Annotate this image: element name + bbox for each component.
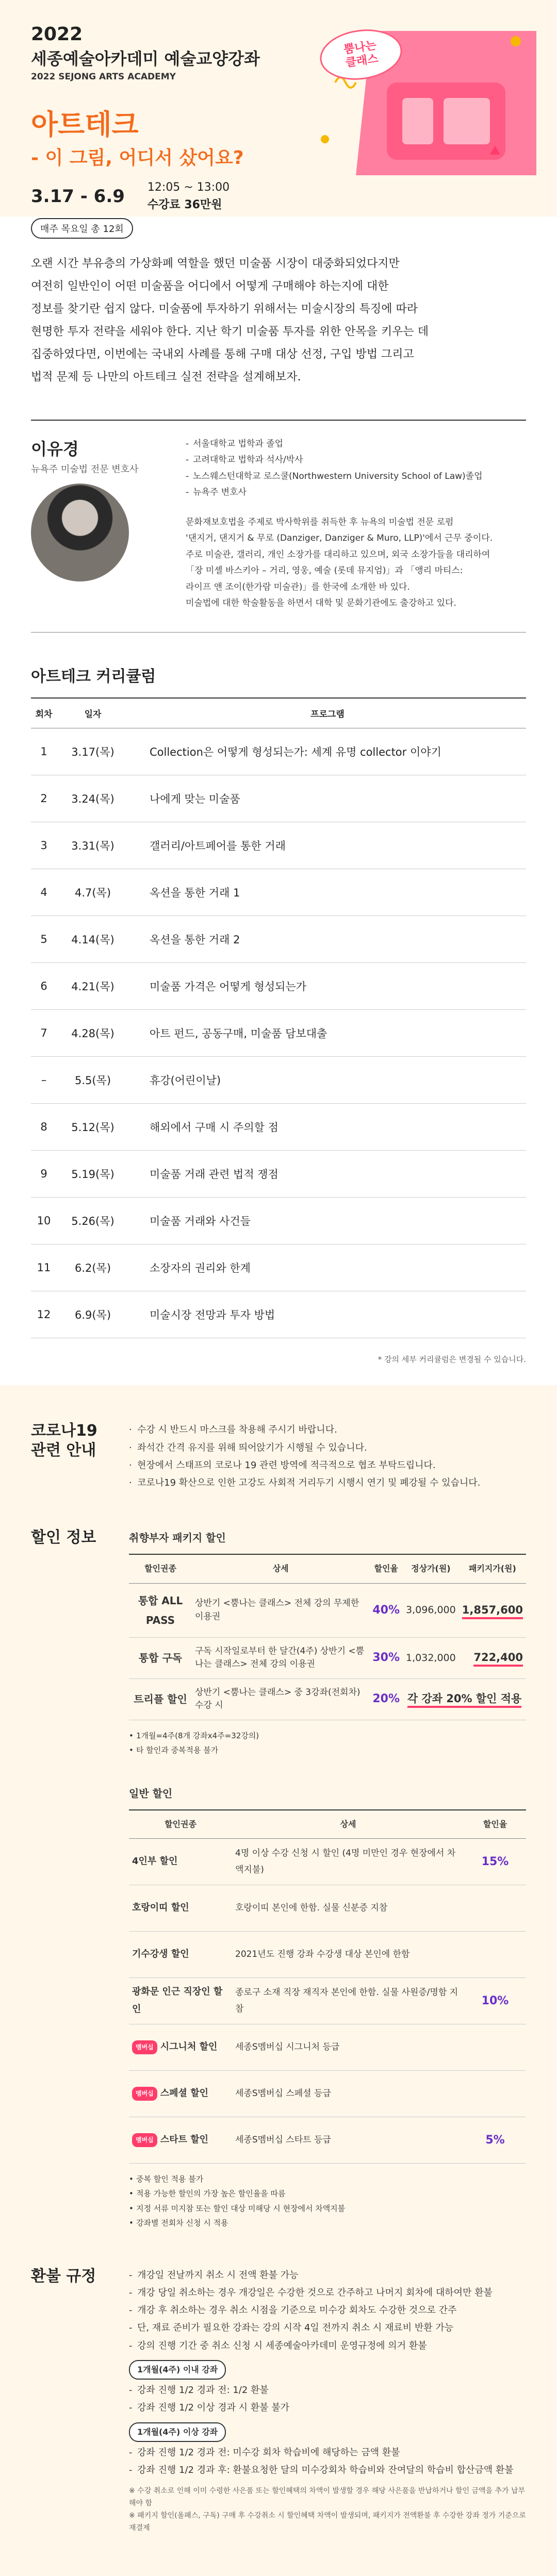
session-number: 12 — [31, 1291, 57, 1338]
table-row — [129, 2117, 526, 2163]
discount-detail: 호랑이띠 본인에 한함. 실물 신분증 지참 — [232, 1885, 464, 1931]
session-program: 미술품 거래와 사건들 — [129, 1198, 526, 1244]
session-program: 나에게 맞는 미술품 — [129, 775, 526, 822]
session-date: 5.19(목) — [57, 1151, 129, 1198]
package-rate: 40% — [369, 1583, 403, 1637]
table-row — [31, 1057, 526, 1104]
session-number: 7 — [31, 1010, 57, 1057]
session-number: 8 — [31, 1104, 57, 1151]
discount-rate: 15% — [464, 1838, 526, 1885]
general-notes: • 중복 할인 적용 불가 • 적용 가능한 할인의 가장 높은 할인율을 따름 • 지정 서류 미지참 또는 할인 대상 미해당 시 현장에서 차액지불 • 강좌별 전회차 신청 시 적용 — [129, 2172, 526, 2231]
session-program: 미술품 거래 관련 법적 쟁점 — [129, 1151, 526, 1198]
package-detail: 상반기 <뿜나는 클래스> 전체 강의 무제한 이용권 — [192, 1583, 369, 1637]
package-detail: 상반기 <뿜나는 클래스> 중 3강좌(전회차) 수강 시 — [192, 1678, 369, 1720]
table-row — [31, 822, 526, 869]
session-date: 4.7(목) — [57, 869, 129, 916]
session-number: 2 — [31, 775, 57, 822]
curriculum-note: * 강의 세부 커리큘럼은 변경될 수 있습니다. — [378, 1355, 526, 1365]
membership-badge: 멤버십 — [132, 2087, 157, 2101]
discount-info: 할인 정보 취향부자 패키지 할인 할인권종 상세 할인율 정상가(원) 패키지가(원) 통합 ALL PASS 상반기 <뿜나는 클래스> 전체 강의 무제한 이용권 40% 3,096,000 1,857,600 통합 구독 구독 시작일로부터 한 달간(4주) 상반기 <뿜나는 클래스> 전체 강의 이용권 30% 1,032,000 722,400 트리플 할인 상반기 <뿜나는 클래스> 중 3강좌(전회차) 수강 시 20% 각 강좌 20% 할인 적용 • 1개월=4주(8개 강좌x4주=32강의) • 타 할인과 중복적용 불가 일반 할인 할인권종 상세 할인율 4인부 할인 4명 이상 수강 신청 시 할인 (4명 미만인 경우 현장에서 차액지불) 15% 호랑이띠 할인 호랑이띠 본인에 한함. 실물 신분증 지참 기수강생 할인 2021년도 진행 강좌 수강생 대상 본인에 한함 광화문 인근 직장인 할인 종로구 소재 직장 재직자 본인에 한함. 실물 사원증/명함 지참 10% 멤버십 시그니처 할인 세종S멤버십 시그니처 등급 멤버십 스페셜 할인 세종S멤버십 스페셜 등급 멤버십 스타트 할인 세종S멤버십 스타트 등급 5% • 중복 할인 적용 불가 • 적용 가능한 할인의 가장 높은 할인율을 따름 • 지정 서류 미지참 또는 할인 대상 미해당 시 현장에서 차액지불 • 강좌별 전회차 신청 시 적용 — [31, 1528, 526, 2231]
discount-type: 기수강생 할인 — [129, 1931, 232, 1977]
table-row — [129, 1678, 526, 1720]
session-number: 10 — [31, 1198, 57, 1244]
discount-detail: 세종S멤버십 시그니처 등급 — [232, 2024, 464, 2070]
session-number: 9 — [31, 1151, 57, 1198]
lecturer-career: - 서울대학교 법학과 졸업 - 고려대학교 법학과 석사/박사 - 노스웨스턴대학교 로스쿨(Northwestern University School of Law)졸업 - 뉴욕주 변호사 — [186, 436, 526, 501]
table-row — [129, 1583, 526, 1637]
package-discount-table: 할인권종 상세 할인율 정상가(원) 패키지가(원) 통합 ALL PASS 상반기 <뿜나는 클래스> 전체 강의 무제한 이용권 40% 3,096,000 1,857,600 통합 구독 구독 시작일로부터 한 달간(4주) 상반기 <뿜나는 클래스> 전체 강의 이용권 30% 1,032,000 722,400 트리플 할인 상반기 <뿜나는 클래스> 중 3강좌(전회차) 수강 시 20% 각 강좌 20% 할인 적용 — [129, 1554, 526, 1720]
session-number: 3 — [31, 822, 57, 869]
lecturer-profile — [31, 420, 526, 633]
table-row — [31, 1198, 526, 1244]
speech-bubble: 뿜나는 클래스 — [317, 24, 405, 85]
package-type: 트리플 할인 — [129, 1678, 192, 1720]
lecturer-bio: 문화재보호법을 주제로 박사학위를 취득한 후 뉴욕의 미술법 전문 로펌 '댄지거, 댄지거 & 무로 (Danziger, Danziger & Muro, LLP)'에서 근무 중이다. 주로 미술관, 갤러리, 개인 소장가를 대리하고 있으며, 외국 소장가들을 대리하여 「장 미셸 바스키아 – 거리, 영웅, 예술 (롯데 뮤지엄)」과 「앵리 마티스: 라이프 앤 조이(한가람 미술관)」를 한국에 소개한 바 있다. 미술법에 대한 학술활동을 하면서 대학 및 문화기관에도 출강하고 있다. — [186, 517, 493, 608]
session-date: 3.31(목) — [57, 822, 129, 869]
discount-rate: 10% — [464, 1977, 526, 2024]
table-row — [31, 1244, 526, 1291]
discount-type: 4인부 할인 — [129, 1838, 232, 1885]
hero-banner — [0, 0, 557, 235]
membership-badge: 멤버십 — [132, 2040, 157, 2054]
session-number: 4 — [31, 869, 57, 916]
package-price: 722,400 — [459, 1637, 526, 1678]
discount-detail: 종로구 소재 직장 재직자 본인에 한함. 실물 사원증/명함 지참 — [232, 1977, 464, 2024]
session-number: 11 — [31, 1244, 57, 1291]
session-date: 4.21(목) — [57, 963, 129, 1010]
session-program: 해외에서 구매 시 주의할 점 — [129, 1104, 526, 1151]
table-row — [31, 728, 526, 775]
course-title: 아트테크 — [31, 108, 139, 141]
table-row — [129, 1931, 526, 1977]
package-type: 통합 ALL PASS — [129, 1583, 192, 1637]
table-row — [31, 1010, 526, 1057]
session-number: 5 — [31, 916, 57, 963]
session-date: 3.17(목) — [57, 728, 129, 775]
session-date: 6.2(목) — [57, 1244, 129, 1291]
session-date: 4.14(목) — [57, 916, 129, 963]
table-row — [31, 869, 526, 916]
refund-policy: 환불 규정 - 개강일 전날까지 취소 시 전액 환불 가능 - 개강 당일 취소하는 경우 개강일은 수강한 것으로 간주하고 나머지 회차에 대하여만 환불 - 개강 후 취소하는 경우 취소 시점을 기준으로 미수강 회차도 수강한 것으로 간주 - 단, 재료 준비가 필요한 강좌는 강의 시작 4일 전까지 취소 시 재료비 반환 가능 - 강의 진행 기간 중 취소 신청 시 세종예술아카데미 운영규정에 의거 환불 1개월(4주) 이내 강좌 - 강좌 진행 1/2 경과 전: 1/2 환불 - 강좌 진행 1/2 이상 경과 시 환불 불가 1개월(4주) 이상 강좌 - 강좌 진행 1/2 경과 전: 미수강 회차 학습비에 해당하는 금액 환불 - 강좌 진행 1/2 경과 후: 환불요청한 달의 미수강회차 학습비와 잔여달의 학습비 합산금액 환불 ※ 수강 취소로 인해 이미 수령한 사은품 또는 할인혜택의 차액이 발생할 경우 해당 사은품을 반납하거나 할인 금액을 추가 납부해야 함 ※ 패키지 할인(올패스, 구독) 구매 후 수강취소 시 할인혜택 차액이 발생되며, 패키지가 전액환불 후 수강한 강좌 정가 기준으로 재결제 — [31, 2267, 526, 2535]
session-date: 5.26(목) — [57, 1198, 129, 1244]
table-row — [129, 1838, 526, 1885]
session-program: Collection은 어떻게 형성되는가: 세계 유명 collector 이야기 — [129, 728, 526, 775]
package-discount-title: 취향부자 패키지 할인 — [129, 1532, 226, 1544]
general-discount-table: 할인권종 상세 할인율 4인부 할인 4명 이상 수강 신청 시 할인 (4명 미만인 경우 현장에서 차액지불) 15% 호랑이띠 할인 호랑이띠 본인에 한함. 실물 신분증 지참 기수강생 할인 2021년도 진행 강좌 수강생 대상 본인에 한함 광화문 인근 직장인 할인 종로구 소재 직장 재직자 본인에 한함. 실물 사원증/명함 지참 10% 멤버십 시그니처 할인 세종S멤버십 시그니처 등급 멤버십 스페셜 할인 세종S멤버십 스페셜 등급 멤버십 스타트 할인 세종S멤버십 스타트 등급 5% — [129, 1809, 526, 2164]
info-section — [0, 1385, 557, 2575]
session-program: 갤러리/아트페어를 통한 거래 — [129, 822, 526, 869]
covid-notice: 코로나19 관련 안내 · 수강 시 반드시 마스크를 착용해 주시기 바랍니다. · 좌석간 간격 유지를 위해 띄어앉기가 시행될 수 있습니다. · 현장에서 스태프의 코로나 19 관련 방역에 적극적으로 협조 부탁드립니다. · 코로나19 확산으로 인한 고강도 사회적 거리두기 시행시 연기 및 폐강될 수 있습니다. — [31, 1421, 526, 1492]
session-program: 소장자의 권리와 한계 — [129, 1244, 526, 1291]
package-normal-price: 1,032,000 — [403, 1637, 459, 1678]
table-row — [31, 1151, 526, 1198]
lecturer-photo — [31, 484, 129, 581]
refund-footnotes: ※ 수강 취소로 인해 이미 수령한 사은품 또는 할인혜택의 차액이 발생할 경우 해당 사은품을 반납하거나 할인 금액을 추가 납부해야 함 ※ 패키지 할인(올패스, 구독) 구매 후 수강취소 시 할인혜택 차액이 발생되며, 패키지가 전액환불 후 수강한 강좌 정가 기준으로 재결제 — [129, 2487, 526, 2532]
academy-title: 세종예술아카데미 예술교양강좌 — [31, 49, 260, 69]
package-normal-price: 3,096,000 — [403, 1583, 459, 1637]
table-row — [129, 2024, 526, 2070]
discount-rate — [464, 2070, 526, 2117]
package-type: 통합 구독 — [129, 1637, 192, 1678]
course-time: 12:05 ~ 13:00 — [147, 181, 230, 194]
refund-under-month-pill: 1개월(4주) 이내 강좌 — [129, 2360, 226, 2380]
session-program: 옥션을 통한 거래 1 — [129, 869, 526, 916]
discount-detail: 4명 이상 수강 신청 시 할인 (4명 미만인 경우 현장에서 차액지불) — [232, 1838, 464, 1885]
discount-type: 멤버십 스페셜 할인 — [129, 2070, 232, 2117]
package-price: 각 강좌 20% 할인 적용 — [403, 1678, 526, 1720]
discount-type: 호랑이띠 할인 — [129, 1885, 232, 1931]
session-program: 미술품 가격은 어떻게 형성되는가 — [129, 963, 526, 1010]
curriculum-table: 회차 일자 프로그램 1 3.17(목) Collection은 어떻게 형성되는가: 세계 유명 collector 이야기 2 3.24(목) 나에게 맞는 미술품 3 3.31(목) 갤러리/아트페어를 통한 거래 4 4.7(목) 옥션을 통한 거래 1 5 4.14(목) 옥션을 통한 거래 2 6 4.21(목) 미술품 가격은 어떻게 형성되는가 7 4.28(목) 아트 펀드, 공동구매, 미술품 담보대출 – 5.5(목) 휴강(어린이날) 8 5.12(목) 해외에서 구매 시 주의할 점 9 5.19(목) 미술품 거래 관련 법적 쟁점 10 5.26(목) 미술품 거래와 사건들 11 6.2(목) 소장자의 권리와 한계 12 6.9(목) 미술시장 전망과 투자 방법 — [31, 699, 526, 1338]
session-date: 4.28(목) — [57, 1010, 129, 1057]
session-program: 아트 펀드, 공동구매, 미술품 담보대출 — [129, 1010, 526, 1057]
course-period: 3.17 - 6.9 — [31, 186, 125, 207]
curriculum-section — [0, 633, 557, 1385]
discount-rate — [464, 1931, 526, 1977]
general-discount-title: 일반 할인 — [129, 1787, 173, 1800]
table-row — [31, 775, 526, 822]
course-intro: 오랜 시간 부유층의 가상화폐 역할을 했던 미술품 시장이 대중화되었다지만 여전히 일반인이 어떤 미술품을 어디에서 어떻게 구매해야 하는지에 대한 정보를 찾기란 쉽지 않다. 미술품에 투자하기 위해서는 미술시장의 특징에 따라 현명한 투자 전략을 세워야 한다. 지난 학기 미술품 투자를 위한 안목을 키우는 데 집중하였다면, 이번에는 국내외 사례를 통해 구매 대상 선정, 구입 방법 그리고 법적 문제 등 나만의 아트테크 실전 전략을 설계해보자. — [31, 257, 429, 384]
session-date: 5.5(목) — [57, 1057, 129, 1104]
table-row — [129, 1977, 526, 2024]
discount-rate — [464, 2024, 526, 2070]
lecturer-role: 뉴욕주 미술법 전문 변호사 — [31, 464, 139, 475]
package-price: 1,857,600 — [459, 1583, 526, 1637]
discount-detail: 세종S멤버십 스타트 등급 — [232, 2117, 464, 2163]
academy-title-en: 2022 SEJONG ARTS ACADEMY — [31, 72, 176, 82]
discount-detail: 세종S멤버십 스페셜 등급 — [232, 2070, 464, 2117]
table-row — [31, 1104, 526, 1151]
table-row — [129, 1637, 526, 1678]
discount-rate — [464, 1885, 526, 1931]
table-row — [129, 1885, 526, 1931]
curriculum-heading: 아트테크 커리큘럼 — [31, 663, 526, 699]
table-row — [31, 1291, 526, 1338]
membership-badge: 멤버십 — [132, 2133, 157, 2147]
session-program: 옥션을 통한 거래 2 — [129, 916, 526, 963]
discount-type: 멤버십 시그니처 할인 — [129, 2024, 232, 2070]
refund-over-month-pill: 1개월(4주) 이상 강좌 — [129, 2422, 226, 2442]
session-date: 3.24(목) — [57, 775, 129, 822]
course-fee: 수강료 36만원 — [147, 198, 222, 211]
hero-year: 2022 — [31, 24, 83, 45]
session-date: 6.9(목) — [57, 1291, 129, 1338]
package-rate: 30% — [369, 1637, 403, 1678]
discount-rate: 5% — [464, 2117, 526, 2163]
session-number: – — [31, 1057, 57, 1104]
package-notes: • 1개월=4주(8개 강좌x4주=32강의) • 타 할인과 중복적용 불가 — [129, 1729, 526, 1758]
session-number: 1 — [31, 728, 57, 775]
session-date: 5.12(목) — [57, 1104, 129, 1151]
schedule-badge: 매주 목요일 총 12회 — [31, 218, 133, 239]
table-row — [129, 2070, 526, 2117]
session-number: 6 — [31, 963, 57, 1010]
session-program: 휴강(어린이날) — [129, 1057, 526, 1104]
discount-type: 멤버십 스타트 할인 — [129, 2117, 232, 2163]
session-program: 미술시장 전망과 투자 방법 — [129, 1291, 526, 1338]
lecturer-name: 이유경 — [31, 439, 79, 459]
discount-type: 광화문 인근 직장인 할인 — [129, 1977, 232, 2024]
table-row — [31, 916, 526, 963]
course-subtitle: - 이 그림, 어디서 샀어요? — [31, 147, 244, 169]
discount-detail: 2021년도 진행 강좌 수강생 대상 본인에 한함 — [232, 1931, 464, 1977]
table-row — [31, 963, 526, 1010]
package-detail: 구독 시작일로부터 한 달간(4주) 상반기 <뿜나는 클래스> 전체 강의 이용권 — [192, 1637, 369, 1678]
package-rate: 20% — [369, 1678, 403, 1720]
